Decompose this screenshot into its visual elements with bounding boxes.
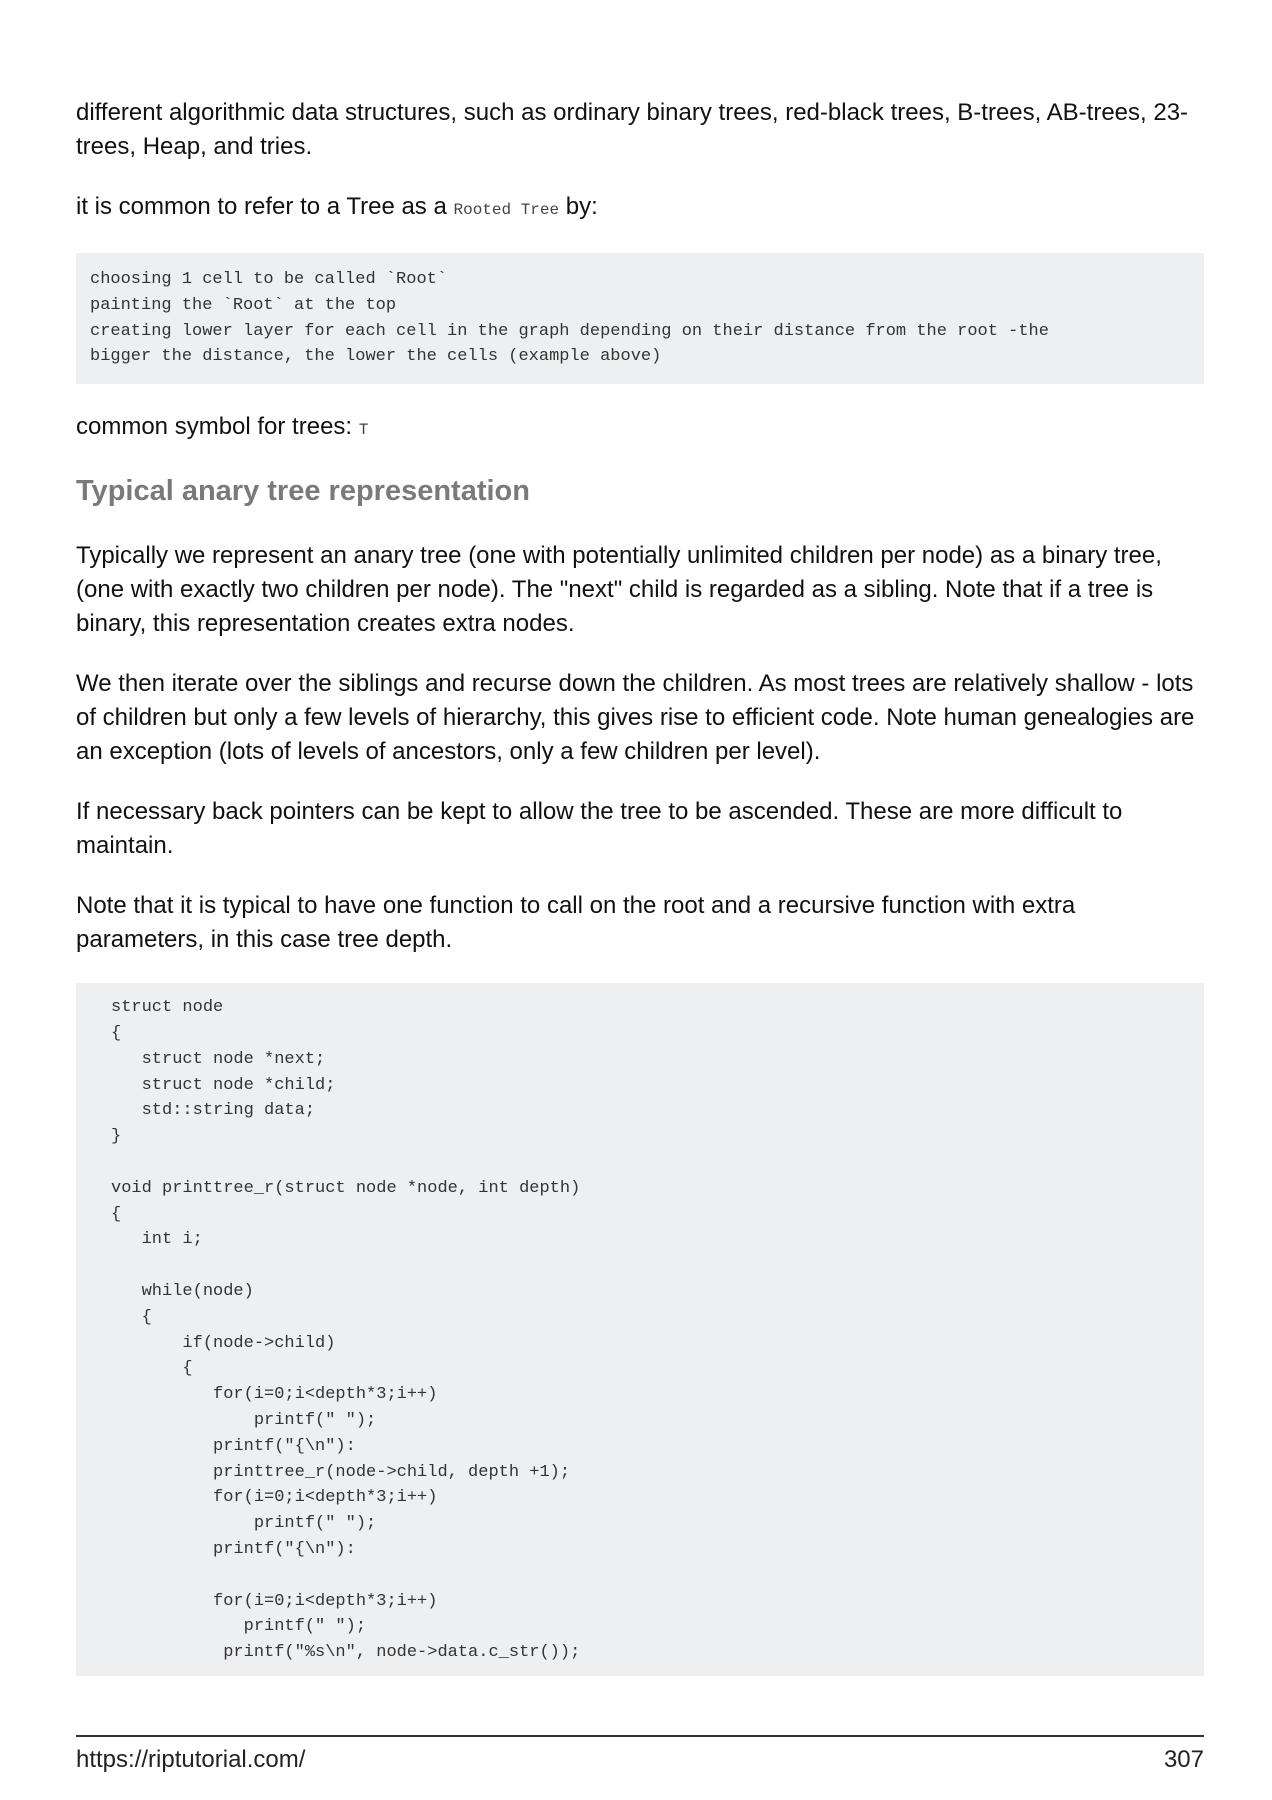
code-line: bigger the distance, the lower the cells (example above) — [90, 347, 662, 367]
code-line — [111, 1253, 1169, 1279]
symbol-prefix: common symbol for trees: — [76, 413, 359, 441]
code-line: printf("{\n"): — [111, 1539, 356, 1559]
code-line: void printtree_r(struct node *node, int depth) — [111, 1178, 581, 1198]
section-paragraph: Typically we represent an anary tree (one with potentially unlimited children per node) as a binary tree, (one with exactly two children per node). The "next" child is regarded as a sibling. Note that if a tree is binary, this representation creates extra nodes. — [76, 542, 1162, 638]
code-line: printf(" "); — [111, 1514, 377, 1534]
code-line: struct node *child; — [111, 1075, 336, 1095]
section-heading: Typical anary tree representation — [76, 475, 530, 508]
code-line: struct node — [111, 998, 224, 1018]
code-line: struct node *next; — [111, 1049, 326, 1069]
code-line: { — [111, 1359, 193, 1379]
printtree-code-block — [76, 983, 1204, 1676]
intro-paragraph: different algorithmic data structures, such as ordinary binary trees, red-black trees, B-trees, AB-trees, 23-trees, Heap, and tries. — [76, 99, 1189, 160]
inline-code-symbol: T — [358, 421, 369, 440]
code-line: painting the `Root` at the top — [90, 295, 397, 315]
code-line: } — [111, 1127, 122, 1147]
inline-code-rooted-tree: Rooted Tree — [453, 201, 560, 219]
code-line: for(i=0;i<depth*3;i++) — [111, 1385, 438, 1405]
code-line: printf("{\n"): — [111, 1436, 356, 1456]
rooted-tree-intro-suffix: by: — [559, 193, 598, 220]
rooted-tree-intro-prefix: it is common to refer to a Tree as a — [76, 193, 454, 220]
section-paragraph: If necessary back pointers can be kept to allow the tree to be ascended. These are more difficult to maintain. — [76, 798, 1123, 860]
symbol-paragraph — [76, 410, 1204, 447]
page-number: 307 — [1163, 1746, 1204, 1773]
code-line: creating lower layer for each cell in the graph depending on their distance from the root -the — [90, 321, 1049, 341]
section-paragraph: Note that it is typical to have one function to call on the root and a recursive function with extra parameters, in this case tree depth. — [76, 892, 1076, 954]
code-line — [111, 1563, 1169, 1589]
section-paragraph: We then iterate over the siblings and recurse down the children. As most trees are relatively shallow - lots of children but only a few levels of hierarchy, this gives rise to efficient code. Note human genealogies are an exception (lots of levels of ancestors, only a few children per level). — [76, 670, 1195, 766]
code-line: printf(" "); — [111, 1617, 367, 1637]
code-line — [111, 1150, 1169, 1176]
code-line: { — [111, 1204, 122, 1224]
code-line: { — [111, 1023, 122, 1043]
code-line: for(i=0;i<depth*3;i++) — [111, 1488, 438, 1508]
code-line: choosing 1 cell to be called `Root` — [90, 270, 448, 289]
footer-url-link[interactable]: https://riptutorial.com/ — [76, 1746, 306, 1773]
code-line: while(node) — [111, 1281, 254, 1301]
code-line: std::string data; — [111, 1101, 316, 1121]
document-page — [76, 96, 1204, 1702]
code-line: int i; — [111, 1230, 203, 1250]
code-line: { — [111, 1307, 152, 1327]
footer-divider — [76, 1735, 1204, 1737]
code-line: for(i=0;i<depth*3;i++) — [111, 1591, 438, 1611]
code-line: printf(" "); — [111, 1410, 377, 1430]
rooted-tree-steps-code-block — [76, 253, 1204, 384]
code-line: printtree_r(node->child, depth +1); — [111, 1462, 571, 1482]
code-line: printf("%s\n", node->data.c_str()); — [111, 1643, 581, 1663]
rooted-tree-intro — [76, 190, 1204, 227]
code-line: if(node->child) — [111, 1333, 336, 1353]
